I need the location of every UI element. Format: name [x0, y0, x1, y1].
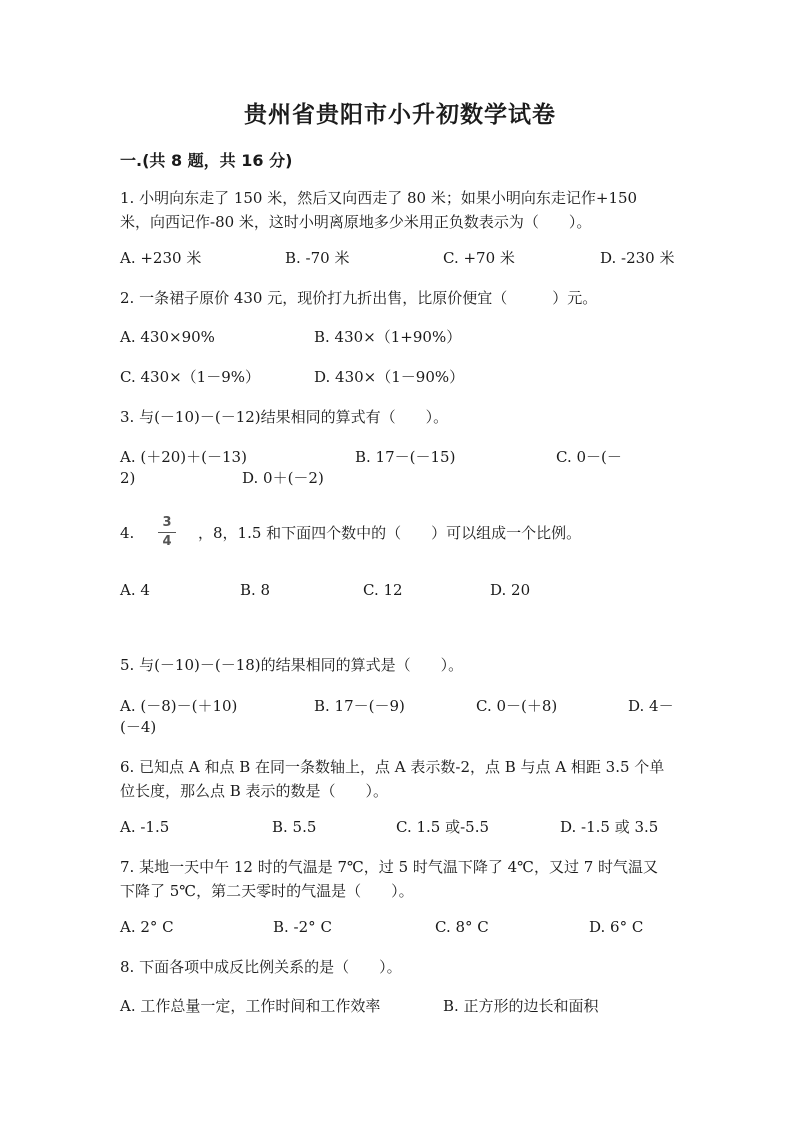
question-4-option-c: C. 12: [363, 581, 403, 599]
question-7-option-d: D. 6° C: [589, 918, 644, 936]
fraction-bar: [158, 532, 176, 533]
question-5-option-b: B. 17－(－9): [314, 697, 405, 715]
question-2-option-c: C. 430×（1－9%）: [120, 368, 261, 386]
question-4-text: ，8，1.5 和下面四个数中的（ ）可以组成一个比例。: [198, 524, 582, 542]
fraction-numerator: 3: [162, 515, 172, 530]
question-2-option-a: A. 430×90%: [120, 328, 215, 346]
question-1-text-line-2: 米，向西记作-80 米，这时小明离原地多少米用正负数表示为（ ）。: [120, 213, 592, 231]
question-3-option-b: B. 17－(－15): [355, 448, 456, 466]
question-4-number: 4.: [120, 524, 135, 542]
question-3-option-a: A. (＋20)＋(－13): [120, 448, 247, 466]
question-3-option-d: D. 0＋(－2): [242, 469, 324, 487]
question-3-text: 3. 与(－10)－(－12)结果相同的算式有（ ）。: [120, 408, 449, 426]
question-1-option-b: B. -70 米: [285, 249, 350, 267]
question-7-text-line-1: 7. 某地一天中午 12 时的气温是 7℃，过 5 时气温下降了 4℃，又过 7 时气温又: [120, 858, 659, 876]
question-6-option-b: B. 5.5: [272, 818, 317, 836]
question-7-option-a: A. 2° C: [120, 918, 174, 936]
question-6-text-line-1: 6. 已知点 A 和点 B 在同一条数轴上，点 A 表示数-2，点 B 与点 A 相距 3.5 个单: [120, 758, 665, 776]
question-7-option-b: B. -2° C: [273, 918, 332, 936]
question-8-text: 8. 下面各项中成反比例关系的是（ ）。: [120, 958, 402, 976]
question-6-option-a: A. -1.5: [120, 818, 170, 836]
question-5-option-d-cont: (－4): [120, 718, 157, 736]
section-heading: 一.(共 8 题，共 16 分): [120, 151, 293, 170]
question-6-text-line-2: 位长度，那么点 B 表示的数是（ ）。: [120, 782, 389, 800]
question-1-option-d: D. -230 米: [600, 249, 675, 267]
question-6-option-c: C. 1.5 或-5.5: [396, 818, 490, 836]
question-4-option-b: B. 8: [240, 581, 271, 599]
question-1-text-line-1: 1. 小明向东走了 150 米，然后又向西走了 80 米；如果小明向东走记作+150: [120, 189, 638, 207]
question-1-option-a: A. +230 米: [120, 249, 202, 267]
question-5-option-d: D. 4－: [628, 697, 674, 715]
question-8-option-b: B. 正方形的边长和面积: [443, 997, 599, 1015]
question-8-option-a: A. 工作总量一定，工作时间和工作效率: [120, 997, 381, 1015]
question-4-option-d: D. 20: [490, 581, 531, 599]
question-3-option-c-cont: 2): [120, 469, 136, 487]
question-2-option-b: B. 430×（1+90%）: [314, 328, 462, 346]
question-7-option-c: C. 8° C: [435, 918, 489, 936]
question-2-option-d: D. 430×（1－90%）: [314, 368, 465, 386]
fraction-three-quarters: [158, 515, 176, 550]
question-5-text: 5. 与(－10)－(－18)的结果相同的算式是（ ）。: [120, 656, 464, 674]
question-5-option-a: A. (－8)－(＋10): [120, 697, 238, 715]
question-1-option-c: C. +70 米: [443, 249, 515, 267]
page-title: 贵州省贵阳市小升初数学试卷: [244, 102, 556, 128]
fraction-denominator: 4: [162, 534, 172, 549]
question-5-option-c: C. 0－(＋8): [476, 697, 558, 715]
question-4-option-a: A. 4: [120, 581, 150, 599]
question-3-option-c: C. 0－(－: [556, 448, 622, 466]
question-6-option-d: D. -1.5 或 3.5: [560, 818, 659, 836]
question-7-text-line-2: 下降了 5℃，第二天零时的气温是（ ）。: [120, 882, 414, 900]
question-2-text: 2. 一条裙子原价 430 元，现价打九折出售，比原价便宜（ ）元。: [120, 289, 598, 307]
